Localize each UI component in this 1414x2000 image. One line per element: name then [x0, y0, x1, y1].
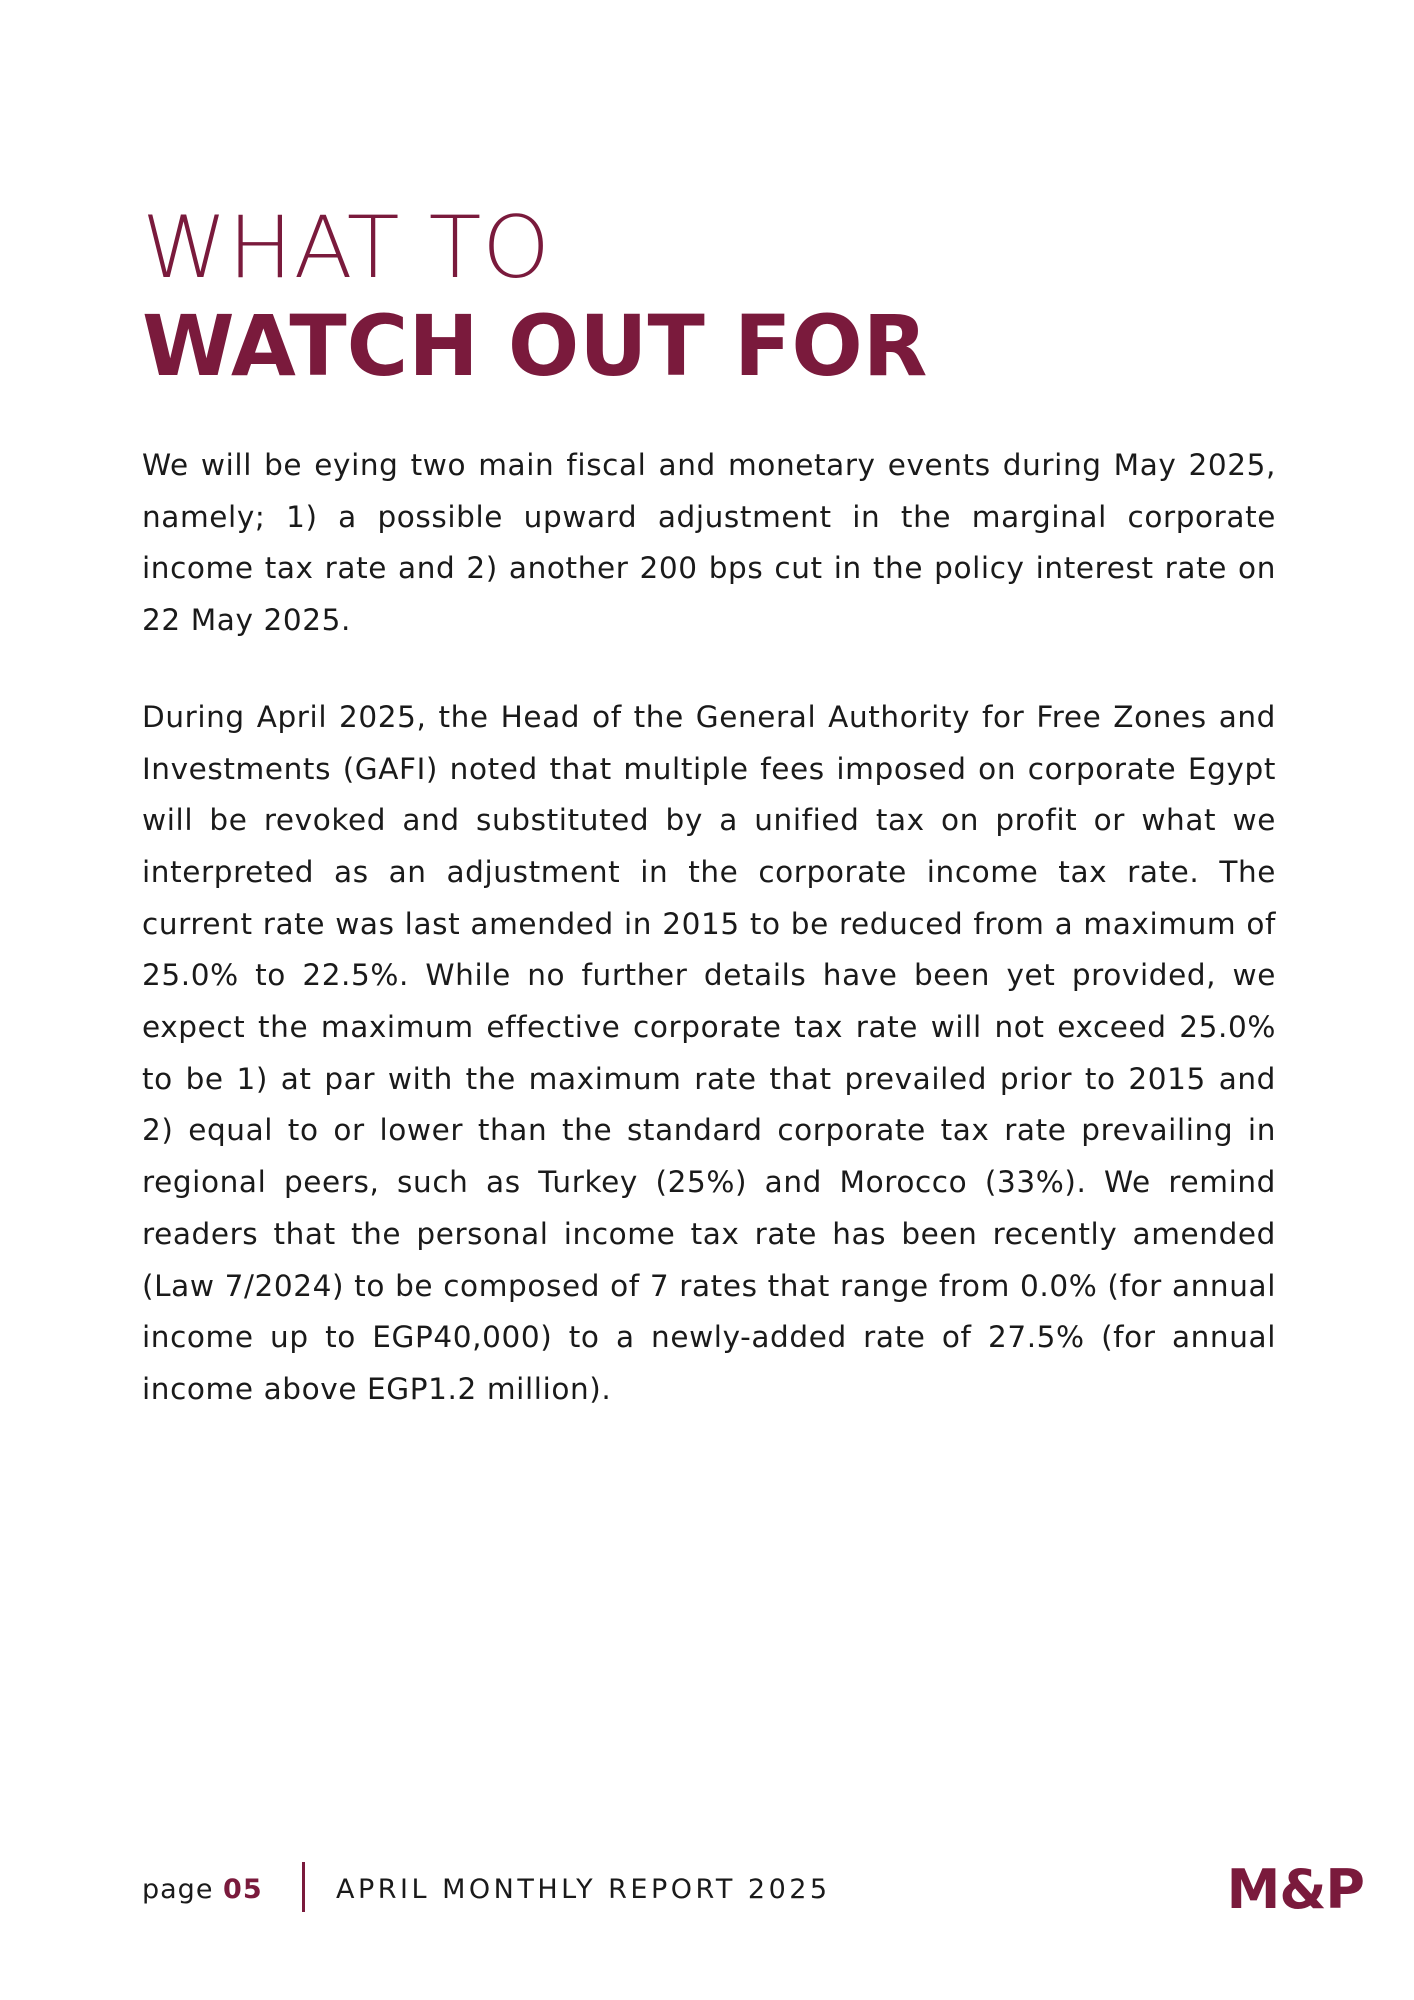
page-word: page	[142, 1874, 214, 1905]
page-number: 05	[223, 1874, 263, 1905]
paragraph-tax-details: During April 2025, the Head of the General Authority for Free Zones and Investments (GAFI) noted that multiple fees imposed on corporate Egypt will be revoked and substituted by a unified tax on profit or what we interpreted as an adjustment in the corporate income tax rate. The current rate was last amended in 2015 to be reduced from a maximum of 25.0% to 22.5%. While no further details have been yet provided, we expect the maximum effective corporate tax rate will not exceed 25.0% to be 1) at par with the maximum rate that prevailed prior to 2015 and 2) equal to or lower than the standard corporate tax rate prevailing in regional peers, such as Turkey (25%) and Morocco (33%). We remind readers that the personal income tax rate has been recently amended (Law 7/2024) to be composed of 7 rates that range from 0.0% (for annual income up to EGP40,000) to a newly-added rate of 27.5% (for annual income above EGP1.2 million).	[142, 699, 1276, 1406]
page-indicator	[142, 1874, 263, 1905]
footer-divider	[302, 1862, 305, 1912]
paragraph-intro: We will be eying two main fiscal and monetary events during May 2025, namely; 1) a possible upward adjustment in the marginal corporate income tax rate and 2) another 200 bps cut in the policy interest rate on 22 May 2025.	[142, 448, 1276, 638]
page-footer	[142, 1858, 1364, 1921]
page-title	[142, 200, 928, 396]
report-title: APRIL MONTHLY REPORT 2025	[336, 1874, 831, 1905]
page-title-line2: WATCH OUT FOR	[142, 297, 928, 395]
article-body	[142, 440, 1276, 1461]
page-title-line1: WHAT TO	[142, 198, 551, 298]
company-logo: M&P	[1226, 1858, 1364, 1921]
